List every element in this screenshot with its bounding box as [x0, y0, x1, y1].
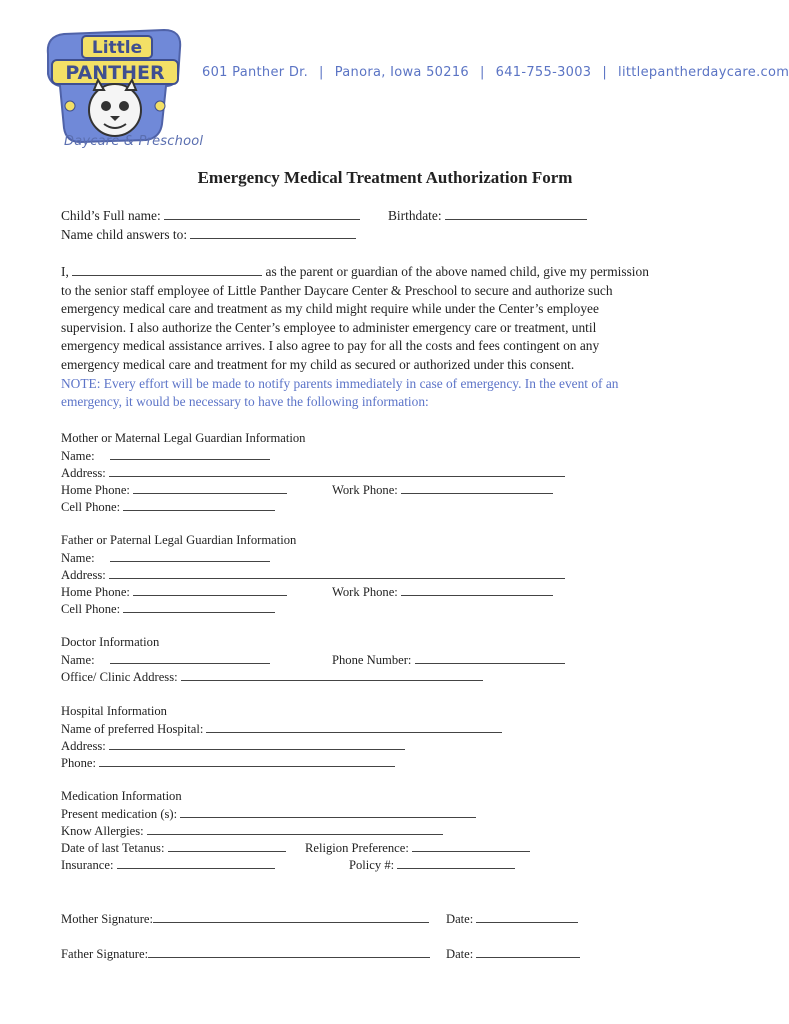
doctor-phone-label: Phone Number:	[332, 653, 412, 667]
father-address-field[interactable]	[109, 566, 565, 579]
mother-address-field[interactable]	[109, 464, 565, 477]
consent-prefix: I,	[61, 264, 69, 279]
present-medication-row	[61, 805, 476, 823]
tetanus-label: Date of last Tetanus:	[61, 841, 165, 855]
doctor-office-row	[61, 668, 483, 686]
father-cell-phone-field[interactable]	[123, 600, 275, 613]
mother-cell-phone-label: Cell Phone:	[61, 500, 121, 514]
father-work-phone-label: Work Phone:	[332, 585, 398, 599]
hospital-address-row	[61, 737, 405, 755]
mother-address-row	[61, 464, 565, 482]
doctor-name-label: Name:	[61, 653, 95, 667]
separator: |	[602, 65, 608, 80]
allergies-row	[61, 822, 443, 840]
answers-to-label: Name child answers to:	[61, 227, 188, 242]
child-full-name-label: Child’s Full name:	[61, 208, 161, 223]
mother-signature-field[interactable]	[153, 910, 429, 923]
present-medication-label: Present medication (s):	[61, 807, 178, 821]
father-date-label: Date:	[446, 947, 474, 961]
allergies-field[interactable]	[147, 822, 443, 835]
consent-line: emergency medical care and treatment as my child might require while under the Center’s employee	[61, 301, 599, 317]
father-address-row	[61, 566, 565, 584]
father-date-row	[446, 945, 580, 963]
mother-cell-phone-row	[61, 498, 275, 516]
logo-tagline: Daycare & Preschool	[64, 134, 204, 149]
religion-field[interactable]	[412, 839, 530, 852]
note-line: NOTE: Every effort will be made to notify parents immediately in case of emergency. In the event of an	[61, 375, 619, 391]
father-name-row	[61, 549, 270, 567]
mother-date-row	[446, 910, 578, 928]
father-heading: Father or Paternal Legal Guardian Information	[61, 533, 297, 547]
father-home-phone-label: Home Phone:	[61, 585, 130, 599]
city-state-zip: Panora, Iowa 50216	[334, 65, 469, 80]
mother-name-field[interactable]	[110, 447, 270, 460]
mother-date-label: Date:	[446, 912, 474, 926]
insurance-label: Insurance:	[61, 858, 114, 872]
hospital-heading: Hospital Information	[61, 704, 167, 718]
panther-logo-icon	[42, 24, 188, 152]
separator: |	[319, 65, 324, 80]
insurance-row	[61, 856, 275, 874]
mother-signature-row	[61, 910, 429, 928]
father-signature-field[interactable]	[148, 945, 430, 958]
father-work-phone-row	[332, 583, 553, 601]
mother-work-phone-row	[332, 481, 553, 499]
consent-line: emergency medical assistance arrives. I also agree to pay for all the costs and fees contingent on any	[61, 338, 600, 354]
hospital-phone-label: Phone:	[61, 756, 96, 770]
doctor-office-label: Office/ Clinic Address:	[61, 670, 178, 684]
doctor-name-row	[61, 651, 270, 669]
consent-line	[61, 263, 721, 282]
father-home-phone-field[interactable]	[133, 583, 287, 596]
mother-home-phone-row	[61, 481, 287, 499]
street-address: 601 Panther Dr.	[202, 65, 309, 80]
birthdate-field[interactable]	[445, 207, 587, 220]
mother-name-label: Name:	[61, 449, 95, 463]
child-full-name-field[interactable]	[164, 207, 360, 220]
contact-line	[202, 65, 789, 80]
page-title: Emergency Medical Treatment Authorization Form	[197, 168, 573, 187]
hospital-phone-row	[61, 754, 395, 772]
father-address-label: Address:	[61, 568, 106, 582]
father-cell-phone-label: Cell Phone:	[61, 602, 121, 616]
policy-row	[349, 856, 515, 874]
mother-home-phone-label: Home Phone:	[61, 483, 130, 497]
birthdate-row	[388, 207, 587, 225]
doctor-heading: Doctor Information	[61, 635, 160, 649]
note-line: emergency, it would be necessary to have the following information:	[61, 394, 429, 410]
father-signature-label: Father Signature:	[61, 947, 149, 961]
mother-name-row	[61, 447, 270, 465]
mother-date-field[interactable]	[476, 910, 578, 923]
allergies-label: Know Allergies:	[61, 824, 144, 838]
answers-to-row	[61, 226, 356, 244]
doctor-phone-field[interactable]	[415, 651, 565, 664]
hospital-address-label: Address:	[61, 739, 106, 753]
mother-work-phone-label: Work Phone:	[332, 483, 398, 497]
religion-row	[305, 839, 530, 857]
hospital-preferred-row	[61, 720, 502, 738]
logo-word-little: Little	[91, 38, 143, 58]
religion-label: Religion Preference:	[305, 841, 409, 855]
consent-line: emergency medical care and treatment for my child as secured or authorized under this consent.	[61, 356, 575, 372]
medication-heading: Medication Information	[61, 789, 182, 803]
father-date-field[interactable]	[476, 945, 580, 958]
father-work-phone-field[interactable]	[401, 583, 553, 596]
mother-home-phone-field[interactable]	[133, 481, 287, 494]
mother-cell-phone-field[interactable]	[123, 498, 275, 511]
hospital-preferred-field[interactable]	[206, 720, 502, 733]
website-link[interactable]: littlepantherdaycare.com	[618, 65, 789, 80]
tetanus-field[interactable]	[168, 839, 286, 852]
doctor-office-field[interactable]	[181, 668, 483, 681]
consent-line: to the senior staff employee of Little Panther Daycare Center & Preschool to secure and authorize such	[61, 282, 613, 298]
phone-number: 641-755-3003	[495, 65, 592, 80]
hospital-address-field[interactable]	[109, 737, 405, 750]
present-medication-field[interactable]	[180, 805, 476, 818]
mother-signature-label: Mother Signature:	[61, 912, 153, 926]
guardian-name-field[interactable]	[72, 263, 262, 276]
policy-label: Policy #:	[349, 858, 395, 872]
logo	[42, 24, 188, 152]
consent-line1-text: as the parent or guardian of the above named child, give my permission	[265, 264, 649, 279]
insurance-field[interactable]	[117, 856, 275, 869]
child-name-row	[61, 207, 360, 225]
father-home-phone-row	[61, 583, 287, 601]
mother-work-phone-field[interactable]	[401, 481, 553, 494]
father-signature-row	[61, 945, 430, 963]
mother-heading: Mother or Maternal Legal Guardian Information	[61, 431, 306, 445]
doctor-phone-row	[332, 651, 565, 669]
tetanus-row	[61, 839, 286, 857]
consent-line: supervision. I also authorize the Center’s employee to administer emergency care or treatment, until	[61, 319, 597, 335]
answers-to-field[interactable]	[190, 226, 356, 239]
father-name-label: Name:	[61, 551, 95, 565]
doctor-name-field[interactable]	[110, 651, 270, 664]
policy-field[interactable]	[397, 856, 515, 869]
hospital-phone-field[interactable]	[99, 754, 395, 767]
hospital-preferred-label: Name of preferred Hospital:	[61, 722, 204, 736]
logo-word-panther: PANTHER	[65, 62, 165, 84]
mother-address-label: Address:	[61, 466, 106, 480]
father-cell-phone-row	[61, 600, 275, 618]
consent-paragraph	[61, 263, 721, 412]
separator: |	[479, 65, 485, 80]
birthdate-label: Birthdate:	[388, 208, 442, 223]
father-name-field[interactable]	[110, 549, 270, 562]
